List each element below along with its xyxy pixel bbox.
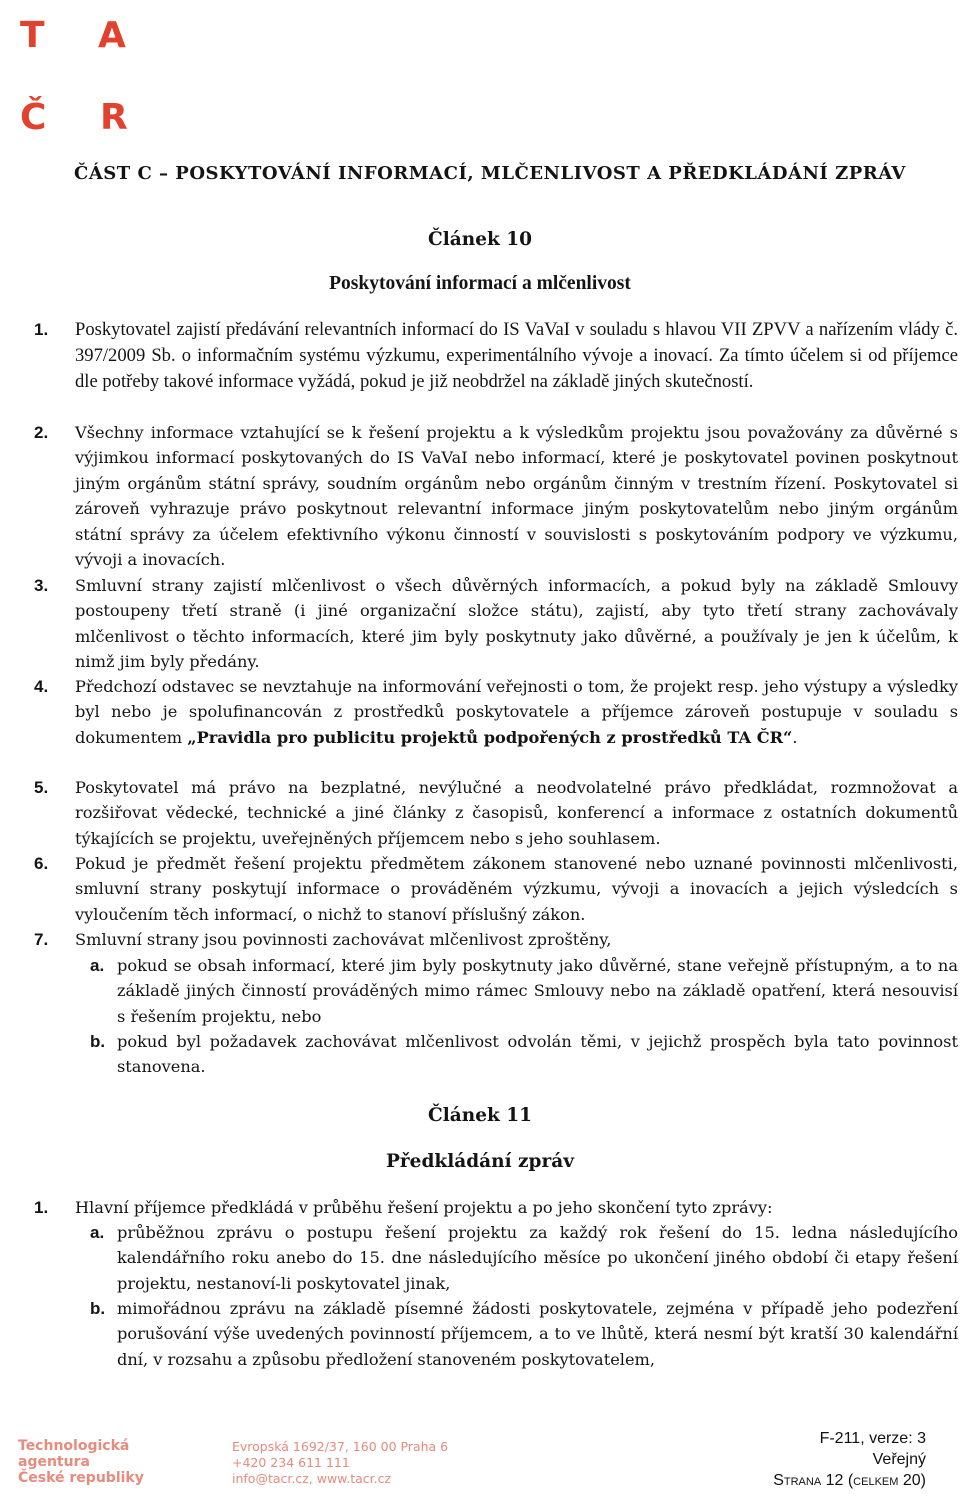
item-letter: a. (90, 956, 105, 975)
logo-letter: Č (20, 97, 47, 138)
item-text: Poskytovatel zajistí předávání relevantních informací do IS VaVaI v souladu s hlavou VII ZPVV a nařízením vlády č. 397/2009 Sb. o informačním systému výzkumu, experimentálního vývoje a inovací. Za tímto účelem si od příjemce dle potřeby takové informace vyžádá, pokud je již neobdržel na základě jiných skutečností. (75, 319, 958, 392)
item-text: Poskytovatel má právo na bezplatné, nevýlučné a neodvolatelné právo předkládat, rozmnožovat a rozšiřovat vědecké, technické a jiné články z časopisů, konferencí a informace z ostatních dokumentů týkajících se projektu, uveřejněných příjemcem nebo s jeho souhlasem. (75, 778, 958, 848)
phone-line: +420 234 611 111 (232, 1455, 350, 1470)
address-line: Evropská 1692/37, 160 00 Praha 6 (232, 1439, 449, 1454)
item-letter: b. (90, 1032, 106, 1051)
footer-organization (18, 1438, 144, 1486)
footer-document-info (773, 1428, 926, 1491)
form-version: F-211, verze: 3 (819, 1430, 926, 1447)
article-10-heading: Článek 10 (428, 229, 532, 250)
item-letter: a. (90, 1223, 105, 1242)
item-number: 2. (34, 423, 49, 442)
item-number: 6. (34, 854, 49, 873)
org-name-line: agentura (18, 1454, 90, 1470)
org-name-line: České republiky (18, 1470, 144, 1486)
article-10-subheading: Poskytování informací a mlčenlivost (329, 273, 631, 294)
item-text-part: Předchozí odstavec se nevztahuje na informování veřejnosti o tom, že projekt resp. jeho výstupy a výsledky byl nebo je spolufinancován z prostředků poskytovatele a příjemce zároveň postupuje v souladu s dokumentem (75, 677, 958, 747)
item-number: 7. (34, 930, 49, 949)
item-number: 5. (34, 778, 49, 797)
item-number: 3. (34, 576, 49, 595)
item-letter: b. (90, 1299, 106, 1318)
article-11-subheading: Předkládání zpráv (386, 1151, 574, 1172)
item-text: Smluvní strany jsou povinnosti zachovávat mlčenlivost zproštěny, (75, 930, 612, 949)
document-reference: „Pravidla pro publicitu projektů podpořených z prostředků TA ČR“ (187, 727, 793, 747)
item-text: Smluvní strany zajistí mlčenlivost o všech důvěrných informacích, a pokud byly na základě Smlouvy postoupeny třetí straně (i jiné organizační složce státu), zajistí, aby tyto třetí strany zachovávaly mlčenlivost o těchto informacích, které jim byly poskytnuty jako důvěrné, a používaly je jen k účelům, k nimž jim byly předány. (75, 576, 958, 672)
item-text: Pokud je předmět řešení projektu předmětem zákonem stanovené nebo uznané povinnosti mlčenlivosti, smluvní strany poskytují informace o prováděném výzkumu, vývoji a inovacích a jejich výsledcích s vyloučením těch informací, o nichž to stanoví příslušný zákon. (75, 854, 958, 924)
item-text: pokud byl požadavek zachovávat mlčenlivost odvolán těmi, v jejichž prospěch byla tato povinnost stanovena. (117, 1032, 958, 1077)
logo-letter: A (98, 15, 126, 56)
item-text-part: . (792, 727, 798, 747)
article-11-heading: Článek 11 (428, 1105, 532, 1126)
item-number: 1. (34, 320, 49, 339)
logo-letter: R (100, 97, 128, 138)
tacr-logo (18, 14, 138, 136)
item-text: mimořádnou zprávu na základě písemné žádosti poskytovatele, zejména v případě jeho podezření porušování výše uvedených povinností příjemcem, a to ve lhůtě, která nesmí být kratší 30 kalendářní dní, v rozsahu a způsobu předložení stanoveném poskytovatelem, (117, 1299, 958, 1369)
item-text: pokud se obsah informací, které jim byly poskytnuty jako důvěrné, stane veřejně přístupným, a to na základě jiných činností prováděných mimo rámec Smlouvy nebo na základě opatření, která nesouvisí s řešením projektu, nebo (117, 956, 958, 1026)
org-name-line: Technologická (18, 1438, 130, 1454)
item-text: Hlavní příjemce předkládá v průběhu řešení projektu a po jeho skončení tyto zprávy: (75, 1198, 773, 1217)
page-number: Strana 12 (celkem 20) (773, 1472, 926, 1489)
contact-line: info@tacr.cz, www.tacr.cz (232, 1471, 392, 1486)
classification: Veřejný (872, 1451, 926, 1468)
item-text: průběžnou zprávu o postupu řešení projektu za každý rok řešení do 15. ledna následujícího kalendářního roku anebo do 15. dne následujícího měsíce po ukončení jiného období či etapy řešení projektu, nestanoví-li poskytovatel jinak, (117, 1223, 958, 1293)
item-text: Všechny informace vztahující se k řešení projektu a k výsledkům projektu jsou považovány za důvěrné s výjimkou informací poskytovaných do IS VaVaI nebo informací, které je poskytovatel povinen poskytnout jiným orgánům státní správy, soudním orgánům nebo orgánům činným v trestním řízení. Poskytovatel si zároveň vyhrazuje právo poskytnout relevantní informace jiným poskytovatelům nebo jiným orgánům státní správy za účelem efektivního výkonu činností v souvislosti s poskytováním podpory ve výzkumu, vývoji a inovacích. (75, 423, 958, 570)
part-title: ČÁST C – POSKYTOVÁNÍ INFORMACÍ, MLČENLIVOST A PŘEDKLÁDÁNÍ ZPRÁV (74, 163, 906, 184)
item-number: 1. (34, 1198, 49, 1217)
item-text (75, 674, 958, 750)
item-number: 4. (34, 677, 49, 696)
logo-letter: T (20, 15, 45, 56)
footer-address (232, 1439, 448, 1487)
